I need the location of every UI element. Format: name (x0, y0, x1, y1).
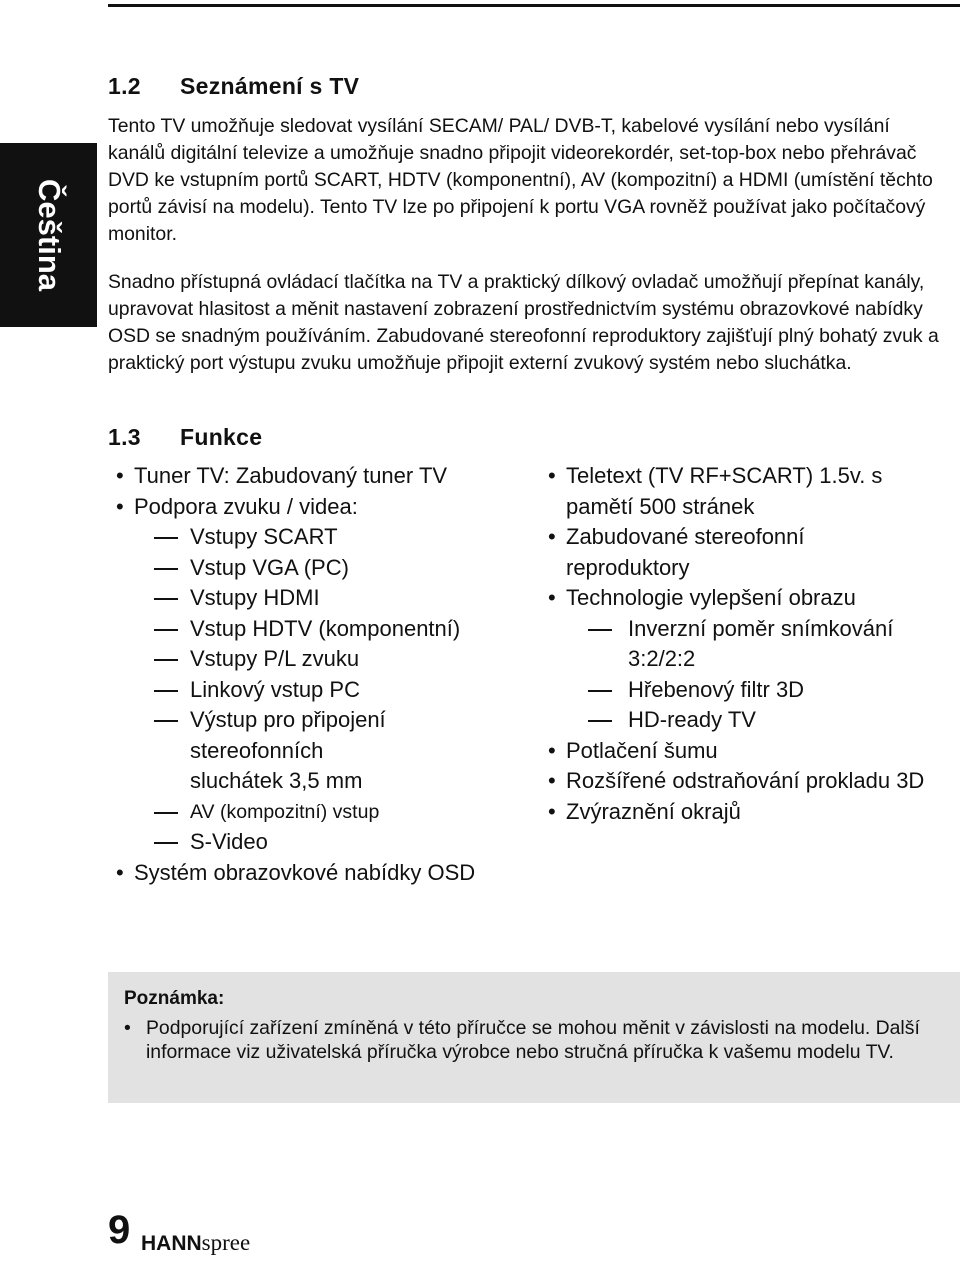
list-item: • Technologie vylepšení obrazu (540, 583, 960, 614)
brand-logo (141, 1231, 250, 1254)
list-item: Inverzní poměr snímkování 3:2/2:2 (540, 614, 928, 675)
list-item: • Tuner TV: Zabudovaný tuner TV (108, 461, 528, 492)
note-text: • Podporující zařízení zmíněná v této příručce se mohou měnit v závislosti na modelu. Další informace viz uživatelská příručka výrobce nebo stručná příručka k vašemu modelu TV. (124, 1016, 944, 1064)
section-title: Funkce (180, 424, 263, 450)
list-item: Vstup HDTV (komponentní) (108, 614, 528, 645)
note-box (108, 972, 960, 1103)
features-left-list (108, 461, 528, 888)
list-item: Výstup pro připojení stereofonních sluchátek 3,5 mm (108, 705, 420, 797)
list-item: • Zvýraznění okrajů (540, 797, 960, 828)
brand-logo-bold: HANN (141, 1232, 202, 1255)
list-item: Vstupy P/L zvuku (108, 644, 528, 675)
list-item: Vstupy HDMI (108, 583, 528, 614)
list-item: • Systém obrazovkové nabídky OSD (108, 858, 484, 889)
list-item: • Podpora zvuku / videa: (108, 492, 528, 523)
list-item: AV (kompozitní) vstup (108, 797, 528, 828)
list-item: • Potlačení šumu (540, 736, 960, 767)
features-right-list (540, 461, 960, 827)
language-tab (0, 143, 97, 327)
list-item: S-Video (108, 827, 528, 858)
controls-paragraph: Snadno přístupná ovládací tlačítka na TV a praktický dílkový ovladač umožňují přepínat kanály, upravovat hlasitost a měnit nastavení zobrazení prostřednictvím systému obrazovkové nabídky OSD se snadným používáním. Zabudované stereofonní reproduktory zajišťují plný bohatý zvuk a praktický port výstupu zvuku umožňuje připojit externí zvukový systém nebo sluchátka. (108, 271, 939, 374)
note-title: Poznámka: (124, 988, 225, 1009)
list-item: Vstupy SCART (108, 522, 528, 553)
list-item: • Teletext (TV RF+SCART) 1.5v. s pamětí 500 stránek (540, 461, 946, 522)
language-tab-label: Čeština (31, 179, 67, 291)
list-item: • Rozšířené odstraňování prokladu 3D (540, 766, 960, 797)
page-number: 9 (108, 1208, 131, 1252)
section-number: 1.3 (108, 424, 141, 450)
intro-paragraph: Tento TV umožňuje sledovat vysílání SECAM/ PAL/ DVB-T, kabelové vysílání nebo vysílání kanálů digitální televize a umožňuje snadno připojit videorekordér, set-top-box nebo přehrávač DVD ke vstupním portů SCART, HDTV (komponentní), AV (kompozitní) a HDMI (umístění těchto portů závisí na modelu). Tento TV lze po připojení k portu VGA rovněž používat jako počítačový monitor. (108, 115, 933, 245)
section-heading-1-3 (108, 424, 262, 451)
section-heading-1-2 (108, 73, 359, 100)
top-rule (108, 4, 960, 7)
note-list (124, 1016, 944, 1064)
list-item: Hřebenový filtr 3D (540, 675, 960, 706)
section-number: 1.2 (108, 73, 141, 99)
section-title: Seznámení s TV (180, 73, 360, 99)
list-item: Vstup VGA (PC) (108, 553, 528, 584)
list-item: Linkový vstup PC (108, 675, 528, 706)
list-item: • Zabudované stereofonní reproduktory (540, 522, 866, 583)
list-item: HD-ready TV (540, 705, 960, 736)
brand-logo-light: spree (201, 1230, 251, 1255)
